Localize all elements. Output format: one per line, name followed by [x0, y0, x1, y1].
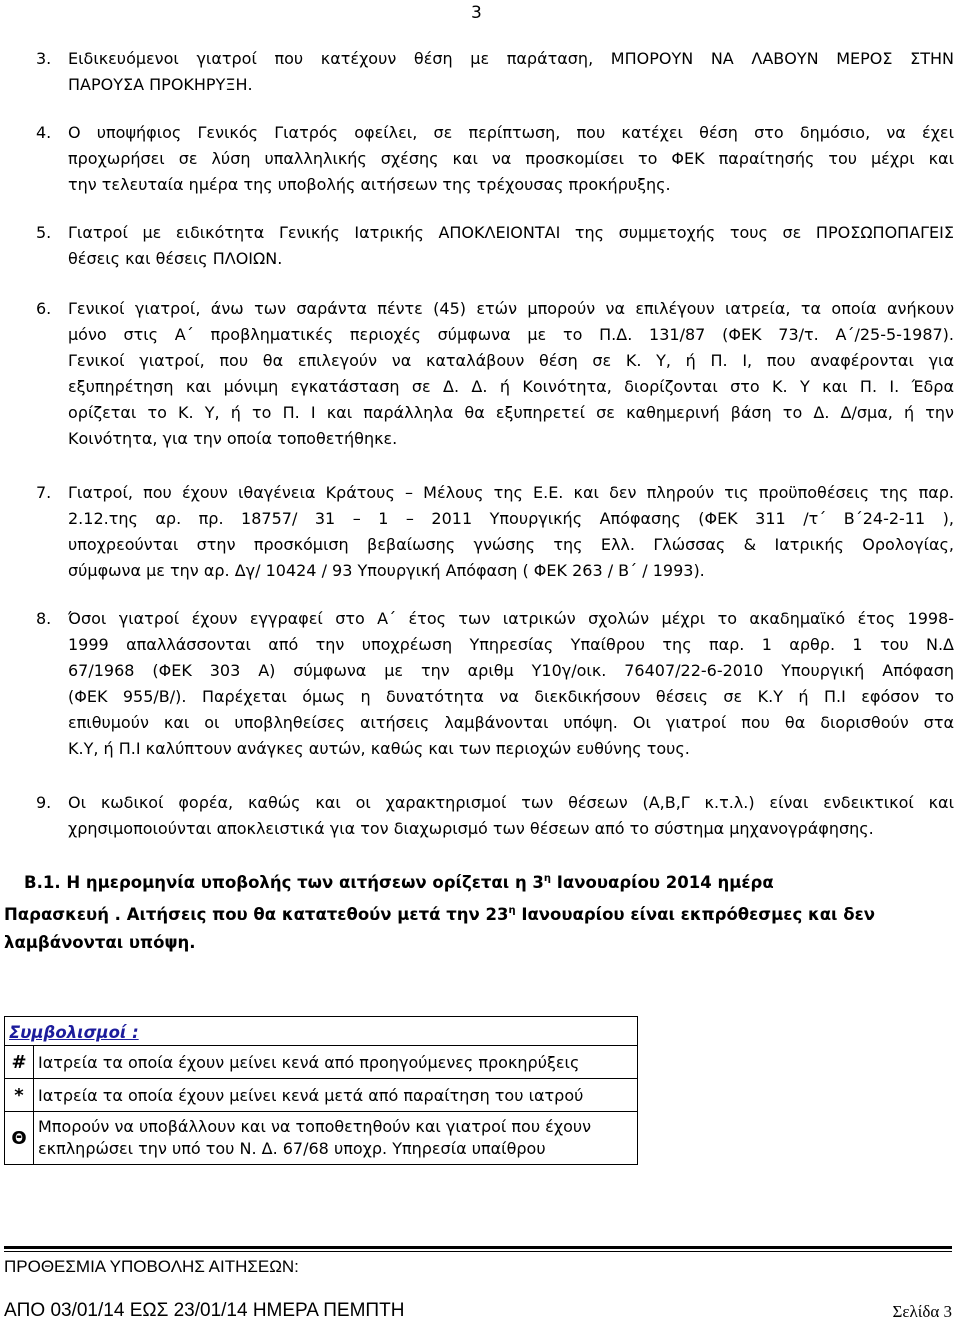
- deadline-title: ΠΡΟΘΕΣΜΙΑ ΥΠΟΒΟΛΗΣ ΑΙΤΗΣΕΩΝ:: [4, 1257, 299, 1276]
- item-line: (ΦΕΚ 955/Β/). Παρέχεται όμως η δυνατότητα να διεκδικήσουν θέσεις σε Κ.Υ ή Π.Ι εφόσον το: [68, 687, 954, 706]
- item-line: Γιατροί, που έχουν ιθαγένεια Κράτους – Μέλους της Ε.Ε. και δεν πληρούν τις προϋποθέσεις της παρ.: [68, 483, 954, 502]
- item-line: προχωρήσει σε λύση υπαλληλικής σχέσης και να προσκομίσει το ΦΕΚ παραίτησής του μέχρι και: [68, 149, 954, 168]
- legend-row: [5, 1112, 638, 1165]
- item-line: υποχρεούνται στην προσκόμιση βεβαίωσης γνώσης της Ελλ. Γλώσσας & Ιατρικής Ορολογίας,: [68, 535, 954, 554]
- item-line: 67/1968 (ΦΕΚ 303 Α) σύμφωνα με την αριθμ Υ10γ/οικ. 76407/22-6-2010 Υπουργική Απόφαση: [68, 661, 954, 680]
- notice-text: Ιανουαρίου 2014 ημέρα: [551, 873, 774, 892]
- item-line: Γενικοί γιατροί, που θα επιλεγούν να καταλάβουν θέση σε Κ. Υ, ή Π. Ι, που αναφέρονται για: [68, 351, 954, 370]
- item-line: εξυπηρέτηση και μόνιμη εγκατάσταση σε Δ. Δ. ή Κοινότητα, διορίζονται στο Κ. Υ και Π. Ι. Έδρα: [68, 377, 954, 396]
- legend-row: [5, 1079, 638, 1112]
- notice-line-2: [4, 897, 952, 929]
- list-item-8: [36, 606, 954, 762]
- notice-text: Ιανουαρίου είναι εκπρόθεσμες και δεν: [515, 905, 875, 924]
- notice-line-3: λαμβάνονται υπόψη.: [4, 933, 196, 952]
- legend-title-row: [5, 1017, 638, 1046]
- item-number: 6.: [36, 299, 52, 318]
- item-line: Οι κωδικοί φορέα, καθώς και οι χαρακτηρισμοί των θέσεων (Α,Β,Γ κ.τ.λ.) είναι ενδεικτικοί και: [68, 793, 954, 812]
- notice-sup: η: [543, 873, 552, 884]
- item-line: σύμφωνα με την αρ. Δγ/ 10424 / 93 Υπουργική Απόφαση ( ΦΕΚ 263 / Β΄ / 1993).: [68, 561, 705, 580]
- legend-text-line: εκπληρώσει την υπό του Ν. Δ. 67/68 υποχρ. Υπηρεσία υπαίθρου: [38, 1139, 546, 1158]
- notice-line-1: [4, 865, 952, 897]
- item-line: ορίζεται το Κ. Υ, ή το Π. Ι και παράλληλα θα εξυπηρετεί σε καθημερινή βάση το Δ. Δ/σμα, ή την: [68, 403, 954, 422]
- list-item-7: [36, 480, 954, 584]
- item-line: Κοινότητα, για την οποία τοποθετήθηκε.: [68, 429, 398, 448]
- asterisk-symbol: *: [5, 1079, 34, 1112]
- divider: [4, 1251, 952, 1252]
- item-number: 8.: [36, 609, 52, 628]
- item-line: ΠΑΡΟΥΣΑ ΠΡΟΚΗΡΥΞΗ.: [68, 75, 253, 94]
- legend-text: Ιατρεία τα οποία έχουν μείνει κενά από προηγούμενες προκηρύξεις: [34, 1046, 638, 1079]
- item-line: 2.12.της αρ. πρ. 18757/ 31 – 1 – 2011 Υπουργικής Απόφασης (ΦΕΚ 311 /τ΄ Β΄24-2-11 ),: [68, 509, 954, 528]
- item-number: 9.: [36, 793, 52, 812]
- notice-text: Β.1. Η ημερομηνία υποβολής των αιτήσεων ορίζεται η 3: [24, 873, 544, 892]
- theta-symbol: Θ: [5, 1112, 34, 1165]
- legend-title: Συμβολισμοί :: [5, 1017, 638, 1046]
- list-item-4: [36, 120, 954, 198]
- list-item-6: [36, 296, 954, 452]
- item-line: Γιατροί με ειδικότητα Γενικής Ιατρικής ΑΠΟΚΛΕΙΟΝΤΑΙ της συμμετοχής τους σε ΠΡΟΣΩΠΟΠΑΓΕΙΣ: [68, 223, 954, 242]
- deadline-value: ΑΠΟ 03/01/14 ΕΩΣ 23/01/14 ΗΜΕΡΑ ΠΕΜΠΤΗ: [4, 1300, 405, 1321]
- item-number: 4.: [36, 123, 52, 142]
- legend-row: [5, 1046, 638, 1079]
- legend-text: [34, 1112, 638, 1165]
- item-number: 7.: [36, 483, 52, 502]
- item-line: Γενικοί γιατροί, άνω των σαράντα πέντε (45) ετών μπορούν να επιλέγουν ιατρεία, τα οποία ανήκουν: [68, 299, 954, 318]
- page-number: 3: [471, 3, 482, 23]
- item-line: μόνο στις Α΄ προβληματικές περιοχές σύμφωνα με το Π.Δ. 131/87 (ΦΕΚ 73/τ. Α΄/25-5-1987).: [68, 325, 954, 344]
- list-item-9: [36, 790, 954, 842]
- item-line: την τελευταία ημέρα της υποβολής αιτήσεων της τρέχουσας προκήρυξης.: [68, 175, 671, 194]
- item-line: χρησιμοποιούνται αποκλειστικά για τον διαχωρισμό των θέσεων από το σύστημα μηχανογράφησης.: [68, 819, 874, 838]
- item-line: θέσεις και θέσεις ΠΛΟΙΩΝ.: [68, 249, 283, 268]
- item-line: Κ.Υ, ή Π.Ι καλύπτουν ανάγκες αυτών, καθώς και των περιοχών ευθύνης τους.: [68, 739, 690, 758]
- page-footer: Σελίδα 3: [892, 1302, 952, 1321]
- hash-symbol: #: [5, 1046, 34, 1079]
- item-line: Ο υποψήφιος Γενικός Γιατρός οφείλει, σε περίπτωση, που κατέχει θέση στο δημόσιο, να έχει: [68, 123, 954, 142]
- item-line: 1999 απαλλάσσονται από την υποχρέωση Υπηρεσίας Υπαίθρου της παρ. 1 αρθρ. 1 του Ν.Δ: [68, 635, 954, 654]
- legend-table: [4, 1016, 638, 1165]
- deadline-notice: [4, 865, 952, 957]
- item-line: Ειδικευόμενοι γιατροί που κατέχουν θέση με παράταση, ΜΠΟΡΟΥΝ ΝΑ ΛΑΒΟΥΝ ΜΕΡΟΣ ΣΤΗΝ: [68, 49, 954, 68]
- legend-text: Ιατρεία τα οποία έχουν μείνει κενά μετά από παραίτηση του ιατρού: [34, 1079, 638, 1112]
- notice-text: Παρασκευή . Αιτήσεις που θα κατατεθούν μετά την 23: [4, 905, 509, 924]
- legend-text-line: Μπορούν να υποβάλλουν και να τοποθετηθούν και γιατροί που έχουν: [38, 1117, 592, 1136]
- item-line: Όσοι γιατροί έχουν εγγραφεί στο Α΄ έτος των ιατρικών σχολών μέχρι το ακαδημαϊκό έτος 1998-: [68, 609, 954, 628]
- divider: [4, 1246, 952, 1249]
- item-line: επιθυμούν και οι υποβληθείσες αιτήσεις λαμβάνονται υπόψη. Οι γιατροί που θα διορισθούν στα: [68, 713, 954, 732]
- list-item-3: [36, 46, 954, 98]
- list-item-5: [36, 220, 954, 272]
- item-number: 3.: [36, 49, 52, 68]
- item-number: 5.: [36, 223, 52, 242]
- notice-sup: η: [508, 905, 516, 916]
